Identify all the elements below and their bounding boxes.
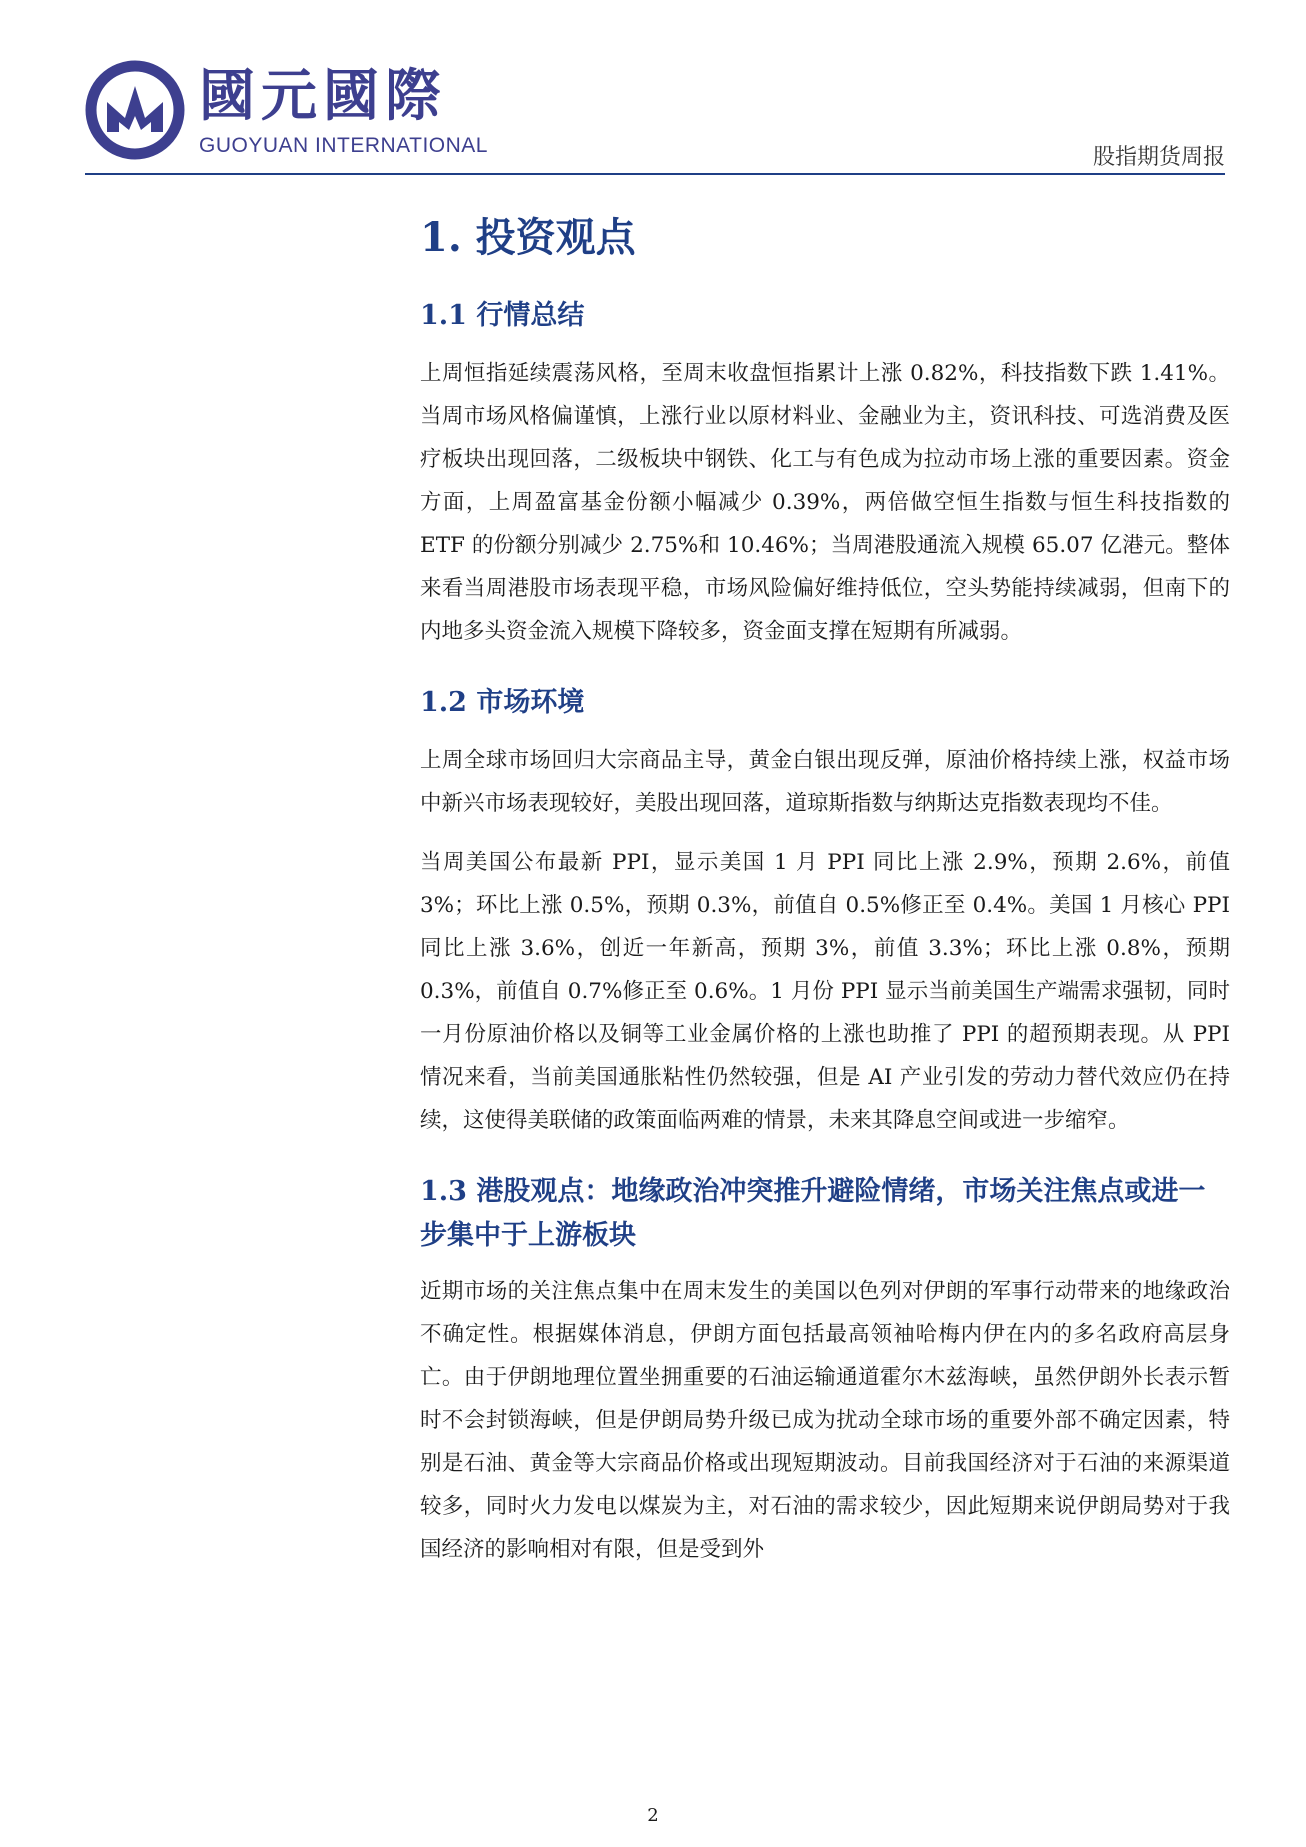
subsection-title-market-summary: 1.1 行情总结 bbox=[420, 300, 585, 331]
page-header bbox=[85, 56, 1225, 176]
logo-chinese-name: 國元國際 bbox=[199, 64, 447, 129]
header-divider bbox=[85, 173, 1225, 175]
paragraph-market-environment-1: 上周全球市场回归大宗商品主导，黄金白银出现反弹，原油价格持续上涨，权益市场中新兴市场表现较好，美股出现回落，道琼斯指数与纳斯达克指数表现均不佳。 bbox=[420, 748, 1230, 816]
subsection-title-hk-stock-view: 1.3 港股观点：地缘政治冲突推升避险情绪，市场关注焦点或进一步集中于上游板块 bbox=[420, 1176, 1206, 1251]
page-number: 2 bbox=[647, 1805, 659, 1826]
guoyuan-logo-icon bbox=[85, 60, 185, 160]
paragraph-market-summary: 上周恒指延续震荡风格，至周末收盘恒指累计上涨 0.82%，科技指数下跌 1.41%。当周市场风格偏谨慎，上涨行业以原材料业、金融业为主，资讯科技、可选消费及医疗板块出现回落，二级板块中钢铁、化工与有色成为拉动市场上涨的重要因素。资金方面，上周盈富基金份额小幅减少 0.39%，两倍做空恒生指数与恒生科技指数的 ETF 的份额分别减少 2.75%和 10.46%；当周港股通流入规模 65.07 亿港元。整体来看当周港股市场表现平稳，市场风险偏好维持低位，空头势能持续减弱，但南下的内地多头资金流入规模下降较多，资金面支撑在短期有所减弱。 bbox=[420, 361, 1230, 644]
paragraph-market-environment-2: 当周美国公布最新 PPI，显示美国 1 月 PPI 同比上涨 2.9%，预期 2.6%，前值 3%；环比上涨 0.5%，预期 0.3%，前值自 0.5%修正至 0.4%。美国 1 月核心 PPI 同比上涨 3.6%，创近一年新高，预期 3%，前值 3.3%；环比上涨 0.8%，预期 0.3%，前值自 0.7%修正至 0.6%。1 月份 PPI 显示当前美国生产端需求强韧，同时一月份原油价格以及铜等工业金属价格的上涨也助推了 PPI 的超预期表现。从 PPI 情况来看，当前美国通胀粘性仍然较强，但是 AI 产业引发的劳动力替代效应仍在持续，这使得美联储的政策面临两难的情景，未来其降息空间或进一步缩窄。 bbox=[420, 850, 1230, 1133]
paragraph-hk-stock-view: 近期市场的关注焦点集中在周末发生的美国以色列对伊朗的军事行动带来的地缘政治不确定性。根据媒体消息，伊朗方面包括最高领袖哈梅内伊在内的多名政府高层身亡。由于伊朗地理位置坐拥重要的石油运输通道霍尔木兹海峡，虽然伊朗外长表示暂时不会封锁海峡，但是伊朗局势升级已成为扰动全球市场的重要外部不确定因素，特别是石油、黄金等大宗商品价格或出现短期波动。目前我国经济对于石油的来源渠道较多，同时火力发电以煤炭为主，对石油的需求较少，因此短期来说伊朗局势对于我国经济的影响相对有限，但是受到外 bbox=[420, 1279, 1230, 1562]
subsection-title-market-environment: 1.2 市场环境 bbox=[420, 687, 585, 718]
document-body bbox=[420, 200, 1230, 1571]
logo-english-name: GUOYUAN INTERNATIONAL bbox=[199, 134, 488, 157]
section-title-investment-view: 1. 投资观点 bbox=[420, 214, 636, 261]
report-type-label: 股指期货周报 bbox=[1092, 145, 1225, 170]
